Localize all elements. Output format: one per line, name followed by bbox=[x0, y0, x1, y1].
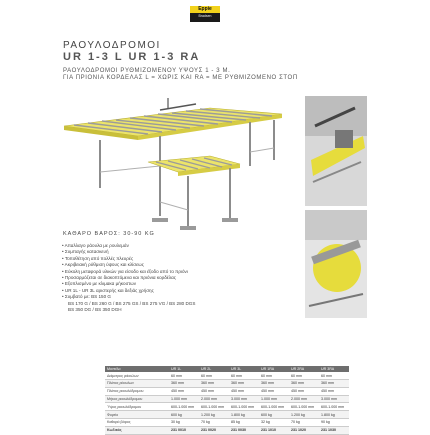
saw-photo-top bbox=[305, 96, 367, 206]
table-cell: 3.000 mm bbox=[229, 395, 259, 403]
table-row bbox=[105, 395, 349, 403]
table-cell: 1.200 kg bbox=[199, 411, 229, 419]
table-cell: 2.000 mm bbox=[199, 395, 229, 403]
feature-item: • Συμπαγής κατασκευή bbox=[62, 249, 195, 255]
table-cell: 231 0020 bbox=[199, 426, 229, 434]
table-cell: 60 mm bbox=[199, 372, 229, 379]
table-header: Μοντέλο bbox=[105, 366, 169, 372]
table-cell: 360 mm bbox=[169, 379, 199, 387]
saw-photo-bottom bbox=[305, 210, 367, 318]
table-cell: 600-1.000 mm bbox=[199, 403, 229, 411]
table-header: UR 1L bbox=[169, 366, 199, 372]
table-row bbox=[105, 372, 349, 379]
table-cell: 450 mm bbox=[199, 387, 229, 395]
table-cell: 1.800 kg bbox=[319, 411, 349, 419]
table-cell: 231 1020 bbox=[289, 426, 319, 434]
logo-sub: Bradsen bbox=[198, 14, 212, 18]
feature-item: • Ακριβειακή ρύθμιση ύψους και κλίσεως bbox=[62, 262, 195, 268]
brand-logo bbox=[190, 6, 220, 22]
table-header: UR 3L bbox=[229, 366, 259, 372]
table-cell: 30 kg bbox=[169, 418, 199, 426]
table-cell: 231 0010 bbox=[169, 426, 199, 434]
table-cell: 60 mm bbox=[169, 372, 199, 379]
table-cell: 450 mm bbox=[259, 387, 289, 395]
row-label: Διάμετρος ράουλων bbox=[105, 372, 169, 379]
table-header: UR 2RA bbox=[289, 366, 319, 372]
table-cell: 70 kg bbox=[289, 418, 319, 426]
table-cell: 1.000 mm bbox=[169, 395, 199, 403]
table-cell: 60 mm bbox=[259, 372, 289, 379]
desc-line-1: ΡΑΟΥΛΟΔΡΟΜΟΙ ΡΥΘΜΙΖΟΜΕΝΟΥ ΥΨΟΥΣ 1 - 3 Μ. bbox=[63, 68, 231, 74]
table-cell: 600-1.000 mm bbox=[319, 403, 349, 411]
feature-item: • Προσαρμόζεται σε διακοπτόμενα και πριόνια κορδέλας bbox=[62, 275, 195, 281]
feature-item: • Τοποθέτηση από πολλές πλευρές bbox=[62, 256, 195, 262]
model-title: UR 1-3 L UR 1-3 RA bbox=[63, 51, 201, 63]
table-cell: 600-1.000 mm bbox=[259, 403, 289, 411]
table-cell: 60 mm bbox=[289, 372, 319, 379]
table-cell: 1.800 kg bbox=[229, 411, 259, 419]
table-cell: 2.000 mm bbox=[289, 395, 319, 403]
table-cell: 450 mm bbox=[319, 387, 349, 395]
feature-item: BS 170 G / BS 260 G / BS 275 GS / BS 275 VG / BS 280 DGS bbox=[68, 300, 196, 306]
table-cell: 60 mm bbox=[319, 372, 349, 379]
table-cell: 231 0030 bbox=[229, 426, 259, 434]
table-body bbox=[105, 372, 349, 434]
table-cell: 600-1.000 mm bbox=[229, 403, 259, 411]
feature-item: • Εύκολη μεταφορά υλικών για είσοδο και έξοδο από το πριόνι bbox=[62, 269, 195, 275]
row-label: Φορτίο bbox=[105, 411, 169, 419]
table-cell: 360 mm bbox=[229, 379, 259, 387]
spec-table bbox=[105, 366, 349, 435]
table-cell: 600-1.000 mm bbox=[289, 403, 319, 411]
row-label: Καθαρό βάρος bbox=[105, 418, 169, 426]
feature-list bbox=[62, 243, 195, 313]
row-label: Πλάτος ραουλόδρομου bbox=[105, 387, 169, 395]
table-cell: 231 1010 bbox=[259, 426, 289, 434]
table-cell: 600-1.000 mm bbox=[169, 403, 199, 411]
row-label: Ύψος ραουλόδρομου bbox=[105, 403, 169, 411]
net-weight: ΚΑΘΑΡΟ ΒΑΡΟΣ: 30-90 KG bbox=[63, 231, 155, 237]
table-cell: 360 mm bbox=[319, 379, 349, 387]
table-cell: 360 mm bbox=[199, 379, 229, 387]
table-cell: 70 kg bbox=[199, 418, 229, 426]
feature-item: • UR 1L - UR 3L αριστερής και δεξιάς χρήσης bbox=[62, 288, 195, 294]
table-row bbox=[105, 411, 349, 419]
table-cell: 450 mm bbox=[169, 387, 199, 395]
roller-conveyor-illustration bbox=[60, 92, 300, 232]
feature-item: • Συμβατό με: BS 150 G bbox=[62, 294, 195, 300]
table-row bbox=[105, 387, 349, 395]
table-cell: 600 kg bbox=[169, 411, 199, 419]
feature-item: • Εξοπλισμένο με κλιμακα μήκοστων bbox=[62, 281, 195, 287]
table-row bbox=[105, 379, 349, 387]
table-header: UR 3RA bbox=[319, 366, 349, 372]
table-row bbox=[105, 403, 349, 411]
logo-brand: Eppie bbox=[190, 6, 220, 13]
row-label: Μήκος ραουλόδρομου bbox=[105, 395, 169, 403]
table-cell: 360 mm bbox=[259, 379, 289, 387]
table-cell: 90 kg bbox=[319, 418, 349, 426]
table-header: UR 1RA bbox=[259, 366, 289, 372]
table-cell: 85 kg bbox=[229, 418, 259, 426]
table-cell: 1.000 mm bbox=[259, 395, 289, 403]
table-cell: 1.200 kg bbox=[289, 411, 319, 419]
row-label: Κωδικός bbox=[105, 426, 169, 434]
page-title: ΡΑΟΥΛΟΔΡΟΜΟΙ bbox=[63, 40, 161, 51]
desc-line-2: ΓΙΑ ΠΡΙΟΝΙΑ ΚΟΡΔΕΛΑΣ L = ΧΩΡΙΣ ΚΑΙ RA = ΜΕ ΡΥΘΜΙΖΟΜΕΝΟ ΣΤΟΠ bbox=[63, 75, 298, 81]
feature-item: BS 350 DG / BS 350 DGH bbox=[68, 307, 122, 313]
table-cell: 32 kg bbox=[259, 418, 289, 426]
table-row bbox=[105, 418, 349, 426]
table-header: UR 2L bbox=[199, 366, 229, 372]
table-row bbox=[105, 426, 349, 434]
table-cell: 60 mm bbox=[229, 372, 259, 379]
table-cell: 600 kg bbox=[259, 411, 289, 419]
table-cell: 360 mm bbox=[289, 379, 319, 387]
description bbox=[63, 68, 298, 82]
feature-item: • Απαλλαγο ράουλα με ρουλεμάν bbox=[62, 243, 195, 249]
row-label: Πλάτος ράουλων bbox=[105, 379, 169, 387]
table-cell: 450 mm bbox=[229, 387, 259, 395]
table-cell: 231 1030 bbox=[319, 426, 349, 434]
table-cell: 450 mm bbox=[289, 387, 319, 395]
table-cell: 3.000 mm bbox=[319, 395, 349, 403]
